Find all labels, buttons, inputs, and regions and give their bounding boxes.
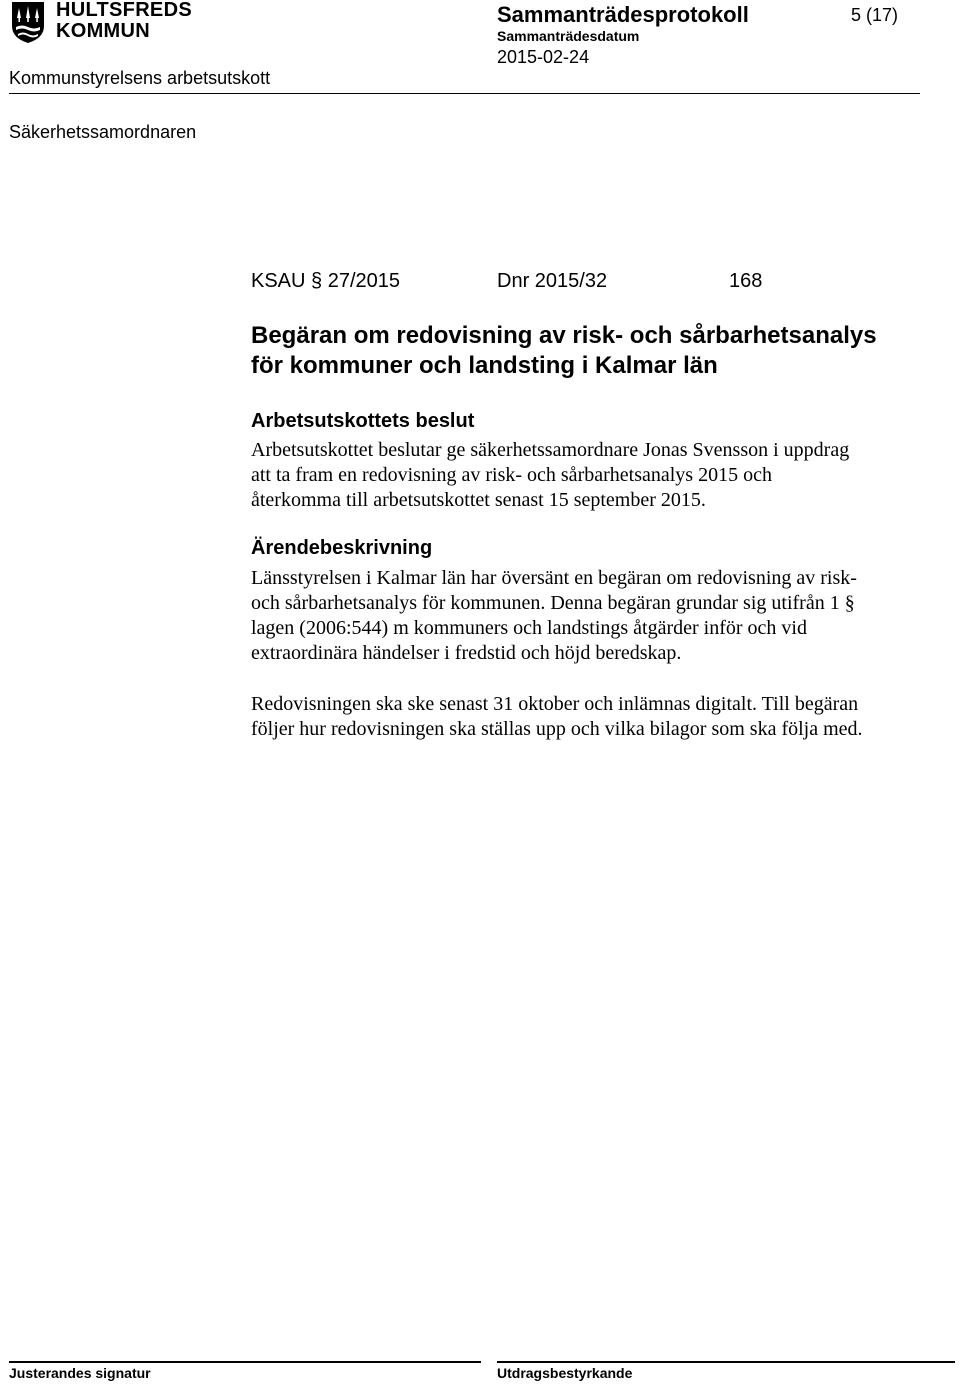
coat-of-arms-icon xyxy=(10,0,46,44)
description-paragraph-2 xyxy=(251,692,941,742)
text-line: Redovisningen ska ske senast 31 oktober och inlämnas digitalt. Till begäran xyxy=(251,693,859,715)
decision-heading: Arbetsutskottets beslut xyxy=(251,410,475,432)
case-number: 168 xyxy=(729,270,763,292)
text-line: Arbetsutskottet beslutar ge säkerhetssamordnare Jonas Svensson i uppdrag xyxy=(251,439,850,461)
logo-text-line2: KOMMUN xyxy=(56,20,151,42)
recipient: Säkerhetssamordnaren xyxy=(9,122,197,142)
signature-rule xyxy=(9,1361,481,1363)
text-line: och sårbarhetsanalys för kommunen. Denna begäran grundar sig utifrån 1 § xyxy=(251,592,855,614)
extract-rule xyxy=(497,1361,955,1363)
registry-number: Dnr 2015/32 xyxy=(497,270,608,292)
text-line: att ta fram en redovisning av risk- och sårbarhetsanalys 2015 och xyxy=(251,464,772,486)
document-title: Sammanträdesprotokoll xyxy=(497,2,749,27)
page-number: 5 (17) xyxy=(851,5,899,25)
text-line: återkomma till arbetsutskottet senast 15 september 2015. xyxy=(251,489,706,511)
matter-title-line: för kommuner och landsting i Kalmar län xyxy=(251,352,718,379)
text-line: följer hur redovisningen ska ställas upp och vilka bilagor som ska följa med. xyxy=(251,718,863,740)
description-paragraph-1 xyxy=(251,566,941,666)
meeting-date-value: 2015-02-24 xyxy=(497,47,590,67)
text-line: lagen (2006:544) m kommuners och landstings åtgärder inför och vid xyxy=(251,617,807,639)
paragraph-reference: KSAU § 27/2015 xyxy=(251,270,400,292)
description-heading: Ärendebeskrivning xyxy=(251,537,433,559)
decision-text xyxy=(251,438,941,513)
signature-label: Justerandes signatur xyxy=(9,1365,151,1381)
header-divider xyxy=(9,93,920,94)
meeting-date-label: Sammanträdesdatum xyxy=(497,28,640,44)
matter-title xyxy=(251,321,951,381)
matter-title-line: Begäran om redovisning av risk- och sårbarhetsanalys xyxy=(251,322,877,349)
extract-label: Utdragsbestyrkande xyxy=(497,1365,633,1381)
municipality-logo xyxy=(10,0,210,46)
text-line: Länsstyrelsen i Kalmar län har översänt en begäran om redovisning av risk- xyxy=(251,567,857,589)
logo-text-line1: HULTSFREDS xyxy=(56,0,192,21)
committee-name: Kommunstyrelsens arbetsutskott xyxy=(9,68,271,88)
text-line: extraordinära händelser i fredstid och höjd beredskap. xyxy=(251,642,682,664)
